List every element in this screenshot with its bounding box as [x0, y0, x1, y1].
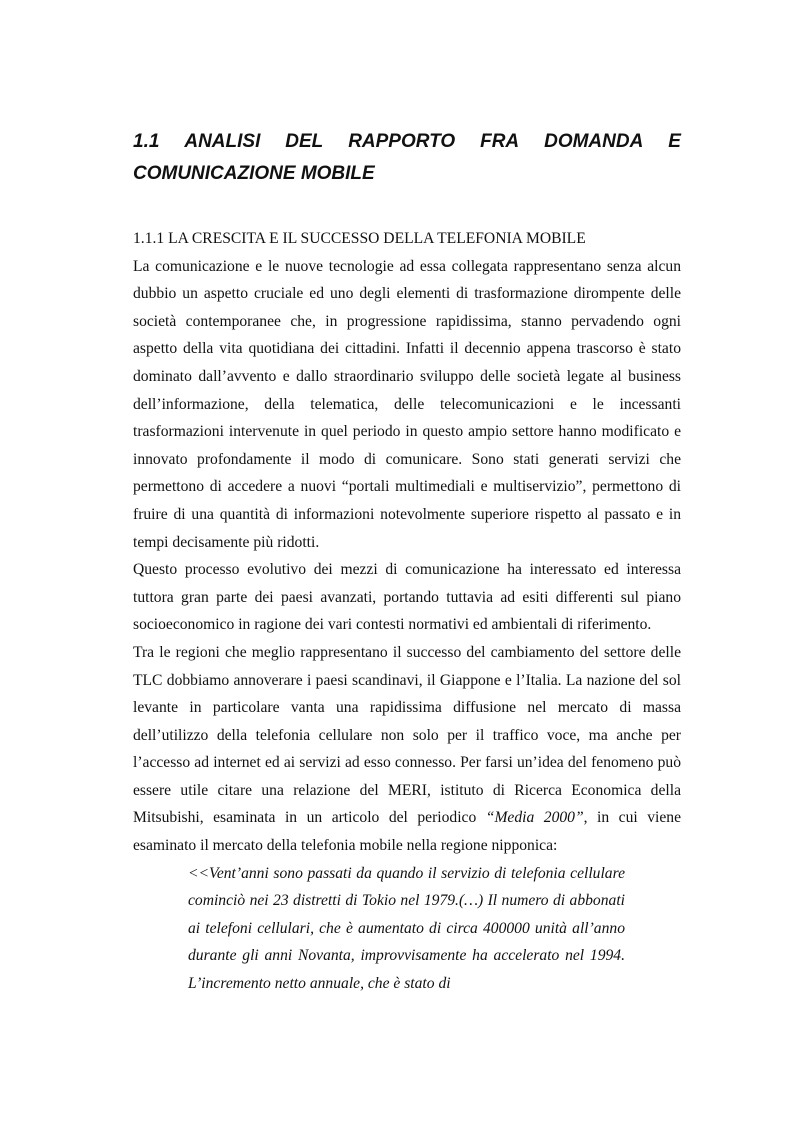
heading-word: FRA	[480, 131, 520, 152]
paragraph-1: La comunicazione e le nuove tecnologie ad essa collegata rappresentano senza alcun dubbio un aspetto cruciale ed uno degli elementi di trasformazione dirompente delle società contemporanee che, in progressione rapidissima, stanno pervadendo ogni aspetto della vita quotidiana dei cittadini. Infatti il decennio appena trascorso è stato dominato dall’avvento e dallo straordinario sviluppo delle società legate al business dell’informazione, della telematica, delle telecomunicazioni e le incessanti trasformazioni intervenute in quel periodo in questo ampio settore hanno modificato e innovato profondamente il modo di comunicare. Sono stati generati servizi che permettono di accedere a nuovi “portali multimediali e multiservizio”, permettono di fruire di una quantità di informazioni notevolmente superiore rispetto al passato e in tempi decisamente più ridotti.	[133, 257, 681, 551]
heading-word: E	[668, 131, 681, 152]
subsection-heading: 1.1.1 LA CRESCITA E IL SUCCESSO DELLA TELEFONIA MOBILE	[133, 230, 586, 247]
body-text	[133, 225, 681, 998]
heading-word: ANALISI	[184, 131, 261, 152]
paragraph-3	[133, 639, 681, 860]
section-heading-line-2: COMUNICAZIONE MOBILE	[133, 163, 375, 184]
heading-word: 1.1	[133, 131, 160, 152]
heading-word: DEL	[285, 131, 324, 152]
heading-word: DOMANDA	[544, 131, 644, 152]
section-heading	[133, 126, 681, 190]
heading-word: RAPPORTO	[348, 131, 456, 152]
paragraph-3-text-after: , in cui viene esaminato il mercato della telefonia mobile nella regione nipponica:	[133, 809, 681, 855]
periodical-citation: “Media 2000”	[485, 809, 584, 827]
section-heading-line-1	[133, 126, 681, 158]
block-quote: <<Vent’anni sono passati da quando il servizio di telefonia cellulare cominciò nei 23 distretti di Tokio nel 1979.(…) Il numero di abbonati ai telefoni cellulari, che è aumentato di circa 400000 unità all’anno durante gli anni Novanta, improvvisamente ha accelerato nel 1994. L’incremento netto annuale, che è stato di	[188, 864, 625, 993]
paragraph-3-text-before: Tra le regioni che meglio rappresentano il successo del cambiamento del settore delle TLC dobbiamo annoverare i paesi scandinavi, il Giappone e l’Italia. La nazione del sol levante in particolare vanta una rapidissima diffusione nel mercato di massa dell’utilizzo della telefonia cellulare non solo per il traffico voce, ma anche per l’accesso ad internet ed ai servizi ad esso connesso. Per farsi un’idea del fenomeno può essere utile citare una relazione del MERI, istituto di Ricerca Economica della Mitsubishi, esaminata in un articolo del periodico	[133, 643, 681, 827]
paragraph-2: Questo processo evolutivo dei mezzi di comunicazione ha interessato ed interessa tuttora gran parte dei paesi avanzati, portando tuttavia ad esiti differenti sul piano socioeconomico in ragione dei vari contesti normativi ed ambientali di riferimento.	[133, 561, 681, 634]
